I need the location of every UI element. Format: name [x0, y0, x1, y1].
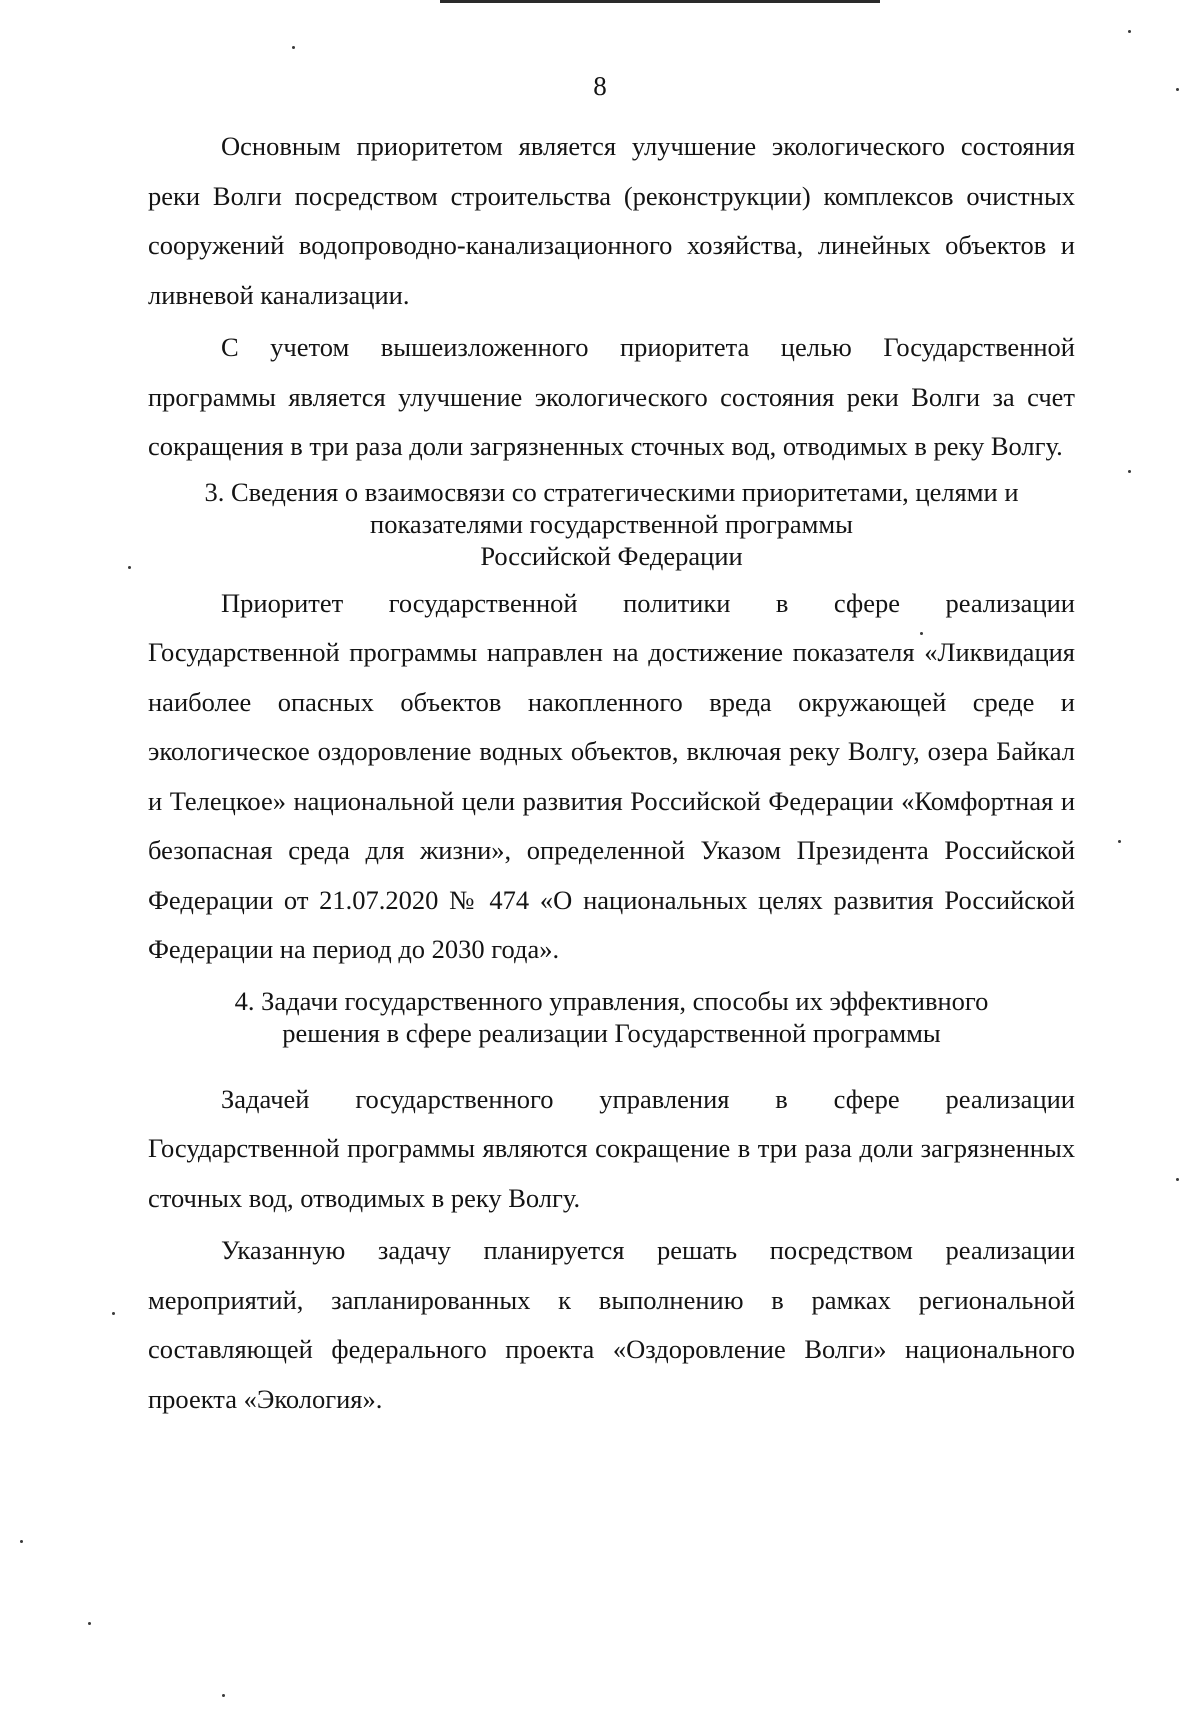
paragraph-program-goal: С учетом вышеизложенного приоритета целью Государственной программы является улучшение экологического состояния реки Волги за счет сокращения в три раза доли загрязненных сточных вод, отводимых в реку Волгу.: [148, 332, 1075, 461]
section-3-heading-line: 3. Сведения о взаимосвязи со стратегическими приоритетами, целями и: [204, 476, 1019, 507]
paragraph-task-solution: Указанную задачу планируется решать посредством реализации мероприятий, запланированных к выполнению в рамках региональной составляющей федерального проекта «Оздоровление Волги» национального проекта «Экология».: [148, 1235, 1075, 1414]
scan-speck: [292, 46, 295, 49]
scan-speck: [1118, 840, 1121, 843]
scan-speck: [1128, 470, 1131, 473]
scan-speck: [112, 1312, 115, 1315]
scan-speck: [1176, 1178, 1179, 1181]
scan-speck: [222, 1694, 225, 1697]
paragraph-priority: Основным приоритетом является улучшение экологического состояния реки Волги посредством строительства (реконструкции) комплексов очистных сооружений водопроводно-канализационного хозяйства, линейных объектов и ливневой канализации.: [148, 131, 1075, 310]
section-3-heading-line: показателями государственной программы: [370, 508, 853, 539]
section-4-heading: [148, 985, 1075, 1049]
paragraph-management-task: Задачей государственного управления в сфере реализации Государственной программы являются сокращение в три раза доли загрязненных сточных вод, отводимых в реку Волгу.: [148, 1083, 1075, 1213]
scan-speck: [128, 566, 131, 569]
paragraph-state-policy: Приоритет государственной политики в сфере реализации Государственной программы направлен на достижение показателя «Ликвидация наиболее опасных объектов накопленного вреда окружающей среде и экологическое оздоровление водных объектов, включая реку Волгу, озера Байкал и Телецкое» национальной цели развития Российской Федерации «Комфортная и безопасная среда для жизни», определенной Указом Президента Российской Федерации от 21.07.2020 № 474 «О национальных целях развития Российской Федерации на период до 2030 года».: [148, 587, 1075, 964]
section-4-heading-line: 4. Задачи государственного управления, способы их эффективного: [234, 985, 989, 1016]
scan-speck: [1128, 30, 1131, 33]
section-3-heading: [148, 476, 1075, 572]
scan-speck: [1176, 88, 1179, 91]
section-3-heading-line: Российской Федерации: [480, 540, 743, 571]
scan-speck: [920, 632, 923, 635]
scan-top-edge-line: [440, 0, 880, 3]
scan-speck: [88, 1622, 91, 1625]
page-number: 8: [593, 71, 607, 101]
document-body: [148, 122, 1075, 1424]
scan-speck: [20, 1540, 23, 1543]
section-4-heading-line: решения в сфере реализации Государственной программы: [282, 1017, 941, 1048]
